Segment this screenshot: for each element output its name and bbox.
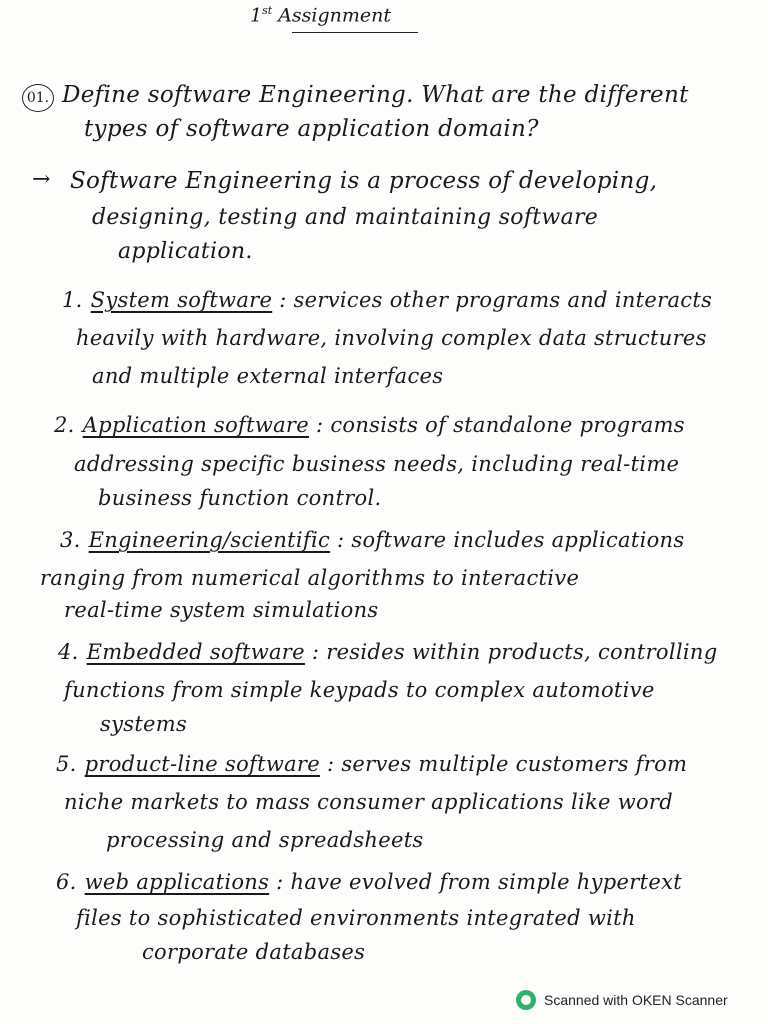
domain-item-3-first-line [60, 528, 684, 552]
domain-item-5-text-3: processing and spreadsheets [106, 828, 424, 852]
scanner-watermark [516, 990, 728, 1010]
domain-item-4-first-line [58, 640, 717, 664]
domain-item-6-heading: web applications [84, 870, 270, 894]
domain-item-4-number: 4. [58, 640, 79, 664]
domain-item-1-text-2: heavily with hardware, involving complex data structures [76, 326, 707, 350]
domain-item-2-first-line [54, 413, 685, 437]
answer-arrow: → [32, 167, 51, 192]
domain-item-2-text-2: addressing specific business needs, including real-time [74, 452, 680, 476]
title-underline [292, 32, 418, 33]
domain-item-5-heading: product-line software [84, 752, 320, 776]
domain-item-2-text-3: business function control. [98, 486, 382, 510]
domain-item-1-text-1: : services other programs and interacts [279, 288, 713, 312]
page-title: 1st Assignment [250, 4, 392, 27]
domain-item-3-number: 3. [60, 528, 81, 552]
domain-item-6-text-3: corporate databases [142, 940, 366, 964]
domain-item-6-number: 6. [56, 870, 77, 894]
domain-item-3-heading: Engineering/scientific [88, 528, 331, 552]
domain-item-5-number: 5. [56, 752, 77, 776]
domain-item-1-heading: System software [90, 288, 273, 312]
domain-item-3-text-1: : software includes applications [337, 528, 685, 552]
scanner-watermark-text: Scanned with OKEN Scanner [544, 992, 728, 1008]
domain-item-2-heading: Application software [82, 413, 309, 437]
domain-item-4-text-1: : resides within products, controlling [311, 640, 718, 664]
domain-item-3-text-3: real-time system simulations [64, 598, 379, 622]
domain-item-4-text-3: systems [100, 712, 188, 736]
domain-item-2-text-1: : consists of standalone programs [315, 413, 685, 437]
domain-item-4-text-2: functions from simple keypads to complex automotive [64, 678, 655, 702]
oken-scanner-logo-icon [516, 990, 536, 1010]
domain-item-3-text-2: ranging from numerical algorithms to interactive [40, 566, 580, 590]
question-number-circle: 01. [22, 84, 54, 112]
domain-item-1-first-line [62, 288, 712, 312]
domain-item-6-first-line [56, 870, 682, 894]
domain-item-2-number: 2. [54, 413, 75, 437]
domain-item-1-text-3: and multiple external interfaces [92, 364, 444, 388]
answer-line-3: application. [118, 239, 253, 264]
question-line-2: types of software application domain? [84, 116, 539, 142]
domain-item-5-text-2: niche markets to mass consumer applications like word [64, 790, 674, 814]
domain-item-1-number: 1. [62, 288, 83, 312]
domain-item-5-text-1: : serves multiple customers from [326, 752, 688, 776]
question-line-1: Define software Engineering. What are the different [62, 82, 689, 108]
domain-item-6-text-2: files to sophisticated environments integrated with [76, 906, 636, 930]
domain-item-4-heading: Embedded software [86, 640, 305, 664]
answer-line-1: Software Engineering is a process of developing, [70, 168, 658, 194]
domain-item-5-first-line [56, 752, 687, 776]
answer-line-2: designing, testing and maintaining software [92, 205, 599, 230]
domain-item-6-text-1: : have evolved from simple hypertext [276, 870, 682, 894]
